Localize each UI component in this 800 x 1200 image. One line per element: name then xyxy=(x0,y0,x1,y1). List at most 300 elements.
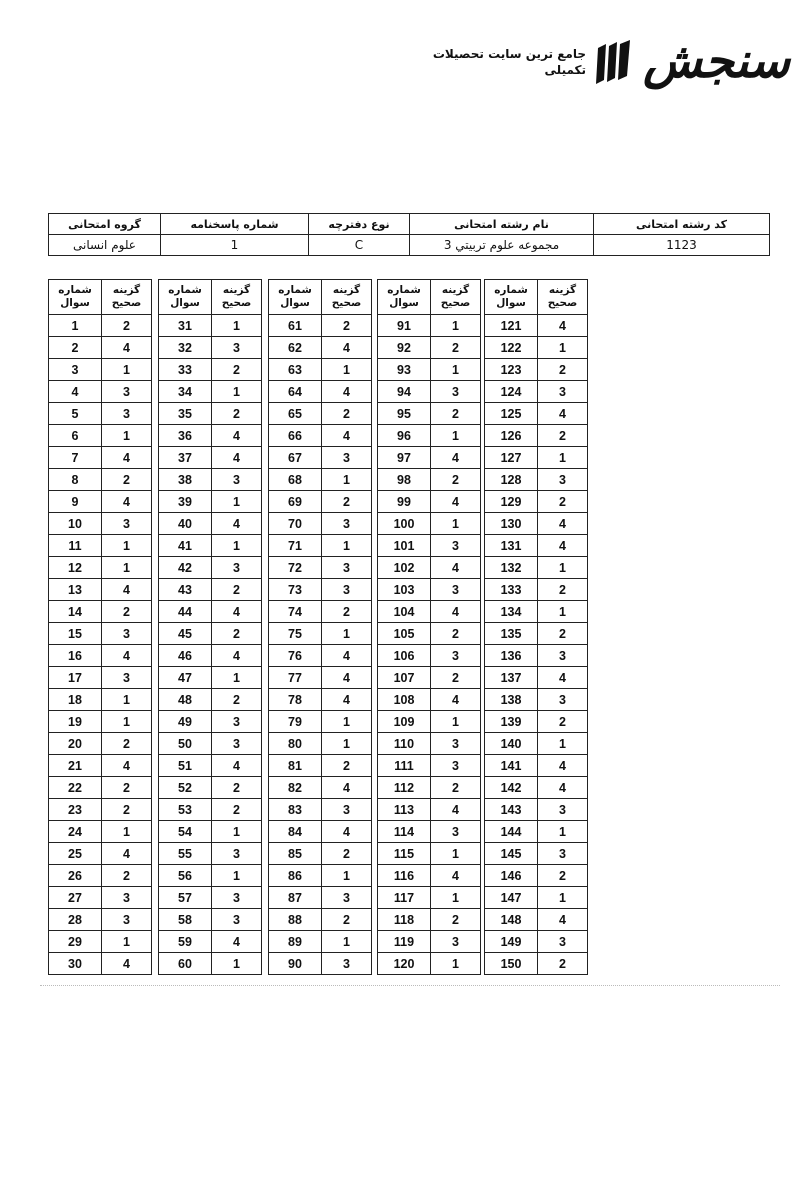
answer-row xyxy=(269,645,372,667)
correct-option: 4 xyxy=(538,513,588,535)
answer-block-header xyxy=(485,280,588,315)
answer-row xyxy=(49,689,152,711)
answer-row xyxy=(159,821,262,843)
answer-row xyxy=(269,667,372,689)
question-number: 145 xyxy=(485,843,538,865)
answer-row xyxy=(378,601,481,623)
question-number-header: شماره سوال xyxy=(159,280,212,315)
question-number: 116 xyxy=(378,865,431,887)
answer-row xyxy=(485,601,588,623)
question-number: 39 xyxy=(159,491,212,513)
answer-row xyxy=(485,315,588,337)
answer-row xyxy=(159,667,262,689)
answer-row xyxy=(378,315,481,337)
question-number: 53 xyxy=(159,799,212,821)
answer-row xyxy=(159,645,262,667)
answer-row xyxy=(159,755,262,777)
answer-row xyxy=(378,821,481,843)
question-number: 88 xyxy=(269,909,322,931)
question-number: 1 xyxy=(49,315,102,337)
answer-row xyxy=(159,931,262,953)
correct-option: 2 xyxy=(322,491,372,513)
question-number: 136 xyxy=(485,645,538,667)
question-number: 44 xyxy=(159,601,212,623)
question-number: 137 xyxy=(485,667,538,689)
answer-row xyxy=(49,513,152,535)
question-number: 91 xyxy=(378,315,431,337)
correct-option: 2 xyxy=(322,909,372,931)
answer-row xyxy=(159,447,262,469)
question-number: 150 xyxy=(485,953,538,975)
correct-option: 3 xyxy=(538,931,588,953)
question-number: 144 xyxy=(485,821,538,843)
correct-option: 2 xyxy=(431,469,481,491)
answer-row xyxy=(269,601,372,623)
answer-row xyxy=(49,557,152,579)
correct-option: 4 xyxy=(322,689,372,711)
question-number: 135 xyxy=(485,623,538,645)
question-number: 82 xyxy=(269,777,322,799)
question-number: 75 xyxy=(269,623,322,645)
answer-row xyxy=(378,667,481,689)
correct-option: 2 xyxy=(102,777,152,799)
answer-row xyxy=(159,799,262,821)
question-number: 84 xyxy=(269,821,322,843)
question-number: 21 xyxy=(49,755,102,777)
answer-row xyxy=(485,513,588,535)
answer-row xyxy=(49,755,152,777)
answer-block-header xyxy=(49,280,152,315)
correct-option: 3 xyxy=(431,733,481,755)
correct-option: 4 xyxy=(102,491,152,513)
question-number: 19 xyxy=(49,711,102,733)
question-number: 40 xyxy=(159,513,212,535)
answer-row xyxy=(159,535,262,557)
correct-option: 3 xyxy=(538,645,588,667)
question-number: 117 xyxy=(378,887,431,909)
correct-option: 2 xyxy=(322,755,372,777)
question-number: 35 xyxy=(159,403,212,425)
correct-option: 3 xyxy=(102,513,152,535)
correct-option: 1 xyxy=(431,513,481,535)
question-number: 110 xyxy=(378,733,431,755)
answer-row xyxy=(269,491,372,513)
correct-option: 1 xyxy=(431,843,481,865)
answer-row xyxy=(269,337,372,359)
question-number: 55 xyxy=(159,843,212,865)
correct-option: 3 xyxy=(538,469,588,491)
question-number: 20 xyxy=(49,733,102,755)
correct-option: 3 xyxy=(212,733,262,755)
answer-row xyxy=(269,535,372,557)
correct-option: 3 xyxy=(102,381,152,403)
question-number: 70 xyxy=(269,513,322,535)
question-number: 111 xyxy=(378,755,431,777)
answer-row xyxy=(159,601,262,623)
answer-row xyxy=(485,491,588,513)
question-number: 140 xyxy=(485,733,538,755)
answer-row xyxy=(485,469,588,491)
correct-option: 4 xyxy=(538,755,588,777)
answer-row xyxy=(485,733,588,755)
question-number: 3 xyxy=(49,359,102,381)
question-number: 11 xyxy=(49,535,102,557)
correct-option: 1 xyxy=(538,337,588,359)
question-number: 99 xyxy=(378,491,431,513)
question-number: 14 xyxy=(49,601,102,623)
answer-row xyxy=(49,711,152,733)
correct-option: 1 xyxy=(102,821,152,843)
question-number: 106 xyxy=(378,645,431,667)
question-number: 97 xyxy=(378,447,431,469)
correct-option: 2 xyxy=(102,469,152,491)
question-number: 42 xyxy=(159,557,212,579)
question-number: 128 xyxy=(485,469,538,491)
correct-option: 3 xyxy=(322,887,372,909)
correct-option: 2 xyxy=(212,799,262,821)
correct-option: 4 xyxy=(538,777,588,799)
correct-option: 3 xyxy=(322,513,372,535)
question-number: 66 xyxy=(269,425,322,447)
question-number: 25 xyxy=(49,843,102,865)
correct-option: 2 xyxy=(212,623,262,645)
correct-option: 1 xyxy=(102,359,152,381)
question-number: 114 xyxy=(378,821,431,843)
answer-row xyxy=(159,359,262,381)
answer-row xyxy=(159,777,262,799)
question-number: 63 xyxy=(269,359,322,381)
correct-option: 4 xyxy=(212,931,262,953)
correct-option: 1 xyxy=(431,953,481,975)
answer-row xyxy=(485,821,588,843)
correct-option: 1 xyxy=(212,315,262,337)
answer-row xyxy=(269,843,372,865)
question-number: 5 xyxy=(49,403,102,425)
answer-row xyxy=(485,403,588,425)
correct-option: 4 xyxy=(431,447,481,469)
answer-row xyxy=(378,623,481,645)
correct-option: 4 xyxy=(322,821,372,843)
correct-option: 4 xyxy=(102,755,152,777)
answer-row xyxy=(485,535,588,557)
answer-row xyxy=(485,865,588,887)
answer-row xyxy=(49,909,152,931)
correct-option: 1 xyxy=(102,711,152,733)
correct-option: 4 xyxy=(322,777,372,799)
exam-field-header: نام رشته امتحانی xyxy=(410,214,594,235)
correct-option: 3 xyxy=(431,579,481,601)
answer-sheet-number-header: شماره پاسخنامه xyxy=(161,214,309,235)
correct-option: 1 xyxy=(431,887,481,909)
correct-option: 2 xyxy=(212,579,262,601)
question-number: 50 xyxy=(159,733,212,755)
question-number: 9 xyxy=(49,491,102,513)
question-number: 115 xyxy=(378,843,431,865)
answer-row xyxy=(378,777,481,799)
correct-option-header: گزینه صحیح xyxy=(538,280,588,315)
question-number: 129 xyxy=(485,491,538,513)
answer-block-header xyxy=(159,280,262,315)
question-number: 49 xyxy=(159,711,212,733)
answer-row xyxy=(49,799,152,821)
question-number: 87 xyxy=(269,887,322,909)
answer-row xyxy=(49,601,152,623)
answer-row xyxy=(159,711,262,733)
correct-option: 2 xyxy=(431,623,481,645)
correct-option: 1 xyxy=(212,821,262,843)
question-number: 29 xyxy=(49,931,102,953)
correct-option: 2 xyxy=(212,359,262,381)
question-number: 73 xyxy=(269,579,322,601)
correct-option: 3 xyxy=(431,645,481,667)
answer-row xyxy=(49,381,152,403)
answer-row xyxy=(485,799,588,821)
question-number: 65 xyxy=(269,403,322,425)
correct-option: 3 xyxy=(538,689,588,711)
question-number: 146 xyxy=(485,865,538,887)
correct-option: 4 xyxy=(212,513,262,535)
question-number: 118 xyxy=(378,909,431,931)
answer-row xyxy=(159,623,262,645)
answer-row xyxy=(378,865,481,887)
correct-option: 4 xyxy=(431,491,481,513)
correct-option: 4 xyxy=(212,425,262,447)
answer-row xyxy=(159,865,262,887)
answer-row xyxy=(485,623,588,645)
question-number: 101 xyxy=(378,535,431,557)
correct-option: 3 xyxy=(322,579,372,601)
correct-option: 1 xyxy=(538,447,588,469)
question-number: 149 xyxy=(485,931,538,953)
answer-row xyxy=(159,557,262,579)
question-number: 100 xyxy=(378,513,431,535)
correct-option: 4 xyxy=(102,953,152,975)
answer-row xyxy=(485,645,588,667)
correct-option: 1 xyxy=(538,557,588,579)
answer-row xyxy=(49,821,152,843)
answer-row xyxy=(378,359,481,381)
question-number: 57 xyxy=(159,887,212,909)
answer-row xyxy=(378,381,481,403)
question-number: 104 xyxy=(378,601,431,623)
question-number: 96 xyxy=(378,425,431,447)
exam-group-value: علوم انسانی xyxy=(49,235,161,256)
correct-option: 1 xyxy=(212,381,262,403)
answer-row xyxy=(159,953,262,975)
question-number: 80 xyxy=(269,733,322,755)
question-number: 7 xyxy=(49,447,102,469)
correct-option: 2 xyxy=(538,711,588,733)
correct-option: 4 xyxy=(431,601,481,623)
answer-row xyxy=(378,931,481,953)
correct-option: 3 xyxy=(212,909,262,931)
question-number: 108 xyxy=(378,689,431,711)
correct-option: 1 xyxy=(538,887,588,909)
answer-row xyxy=(269,513,372,535)
correct-option: 3 xyxy=(102,623,152,645)
exam-info-value-row xyxy=(49,235,770,256)
question-number: 86 xyxy=(269,865,322,887)
question-number: 139 xyxy=(485,711,538,733)
correct-option: 1 xyxy=(102,535,152,557)
correct-option: 2 xyxy=(322,843,372,865)
question-number: 138 xyxy=(485,689,538,711)
correct-option: 4 xyxy=(102,843,152,865)
question-number: 36 xyxy=(159,425,212,447)
answer-row xyxy=(49,491,152,513)
correct-option-header: گزینه صحیح xyxy=(322,280,372,315)
question-number: 107 xyxy=(378,667,431,689)
question-number: 64 xyxy=(269,381,322,403)
question-number: 93 xyxy=(378,359,431,381)
correct-option: 4 xyxy=(538,535,588,557)
answer-block xyxy=(268,279,372,975)
question-number: 56 xyxy=(159,865,212,887)
correct-option: 3 xyxy=(212,887,262,909)
answer-row xyxy=(485,425,588,447)
answer-row xyxy=(378,711,481,733)
answer-row xyxy=(378,513,481,535)
answer-row xyxy=(485,755,588,777)
question-number: 130 xyxy=(485,513,538,535)
correct-option: 4 xyxy=(538,667,588,689)
exam-info-header-row xyxy=(49,214,770,235)
correct-option-header: گزینه صحیح xyxy=(102,280,152,315)
correct-option-header: گزینه صحیح xyxy=(212,280,262,315)
question-number: 34 xyxy=(159,381,212,403)
answer-row xyxy=(159,491,262,513)
correct-option: 1 xyxy=(102,931,152,953)
question-number: 132 xyxy=(485,557,538,579)
question-number: 10 xyxy=(49,513,102,535)
answer-row xyxy=(49,425,152,447)
answer-row xyxy=(269,821,372,843)
question-number: 54 xyxy=(159,821,212,843)
correct-option: 3 xyxy=(322,557,372,579)
correct-option: 1 xyxy=(322,535,372,557)
answer-row xyxy=(159,337,262,359)
answer-row xyxy=(269,381,372,403)
answer-row xyxy=(159,403,262,425)
exam-field-value: مجموعه علوم تربيتي 3 xyxy=(410,235,594,256)
answer-row xyxy=(159,513,262,535)
question-number: 105 xyxy=(378,623,431,645)
correct-option: 1 xyxy=(102,689,152,711)
question-number: 28 xyxy=(49,909,102,931)
question-number: 16 xyxy=(49,645,102,667)
correct-option: 4 xyxy=(538,403,588,425)
correct-option: 2 xyxy=(431,337,481,359)
question-number: 58 xyxy=(159,909,212,931)
answer-row xyxy=(49,843,152,865)
correct-option: 4 xyxy=(212,601,262,623)
correct-option: 2 xyxy=(102,799,152,821)
correct-option: 1 xyxy=(322,359,372,381)
answer-row xyxy=(49,887,152,909)
correct-option: 1 xyxy=(212,953,262,975)
answer-row xyxy=(49,535,152,557)
answer-row xyxy=(49,337,152,359)
book-logo-icon xyxy=(596,40,632,86)
correct-option: 2 xyxy=(212,777,262,799)
answer-row xyxy=(269,865,372,887)
correct-option: 3 xyxy=(431,381,481,403)
question-number: 95 xyxy=(378,403,431,425)
correct-option: 4 xyxy=(102,337,152,359)
answer-row xyxy=(485,667,588,689)
correct-option: 1 xyxy=(212,865,262,887)
correct-option: 3 xyxy=(212,711,262,733)
question-number: 126 xyxy=(485,425,538,447)
question-number: 12 xyxy=(49,557,102,579)
correct-option: 1 xyxy=(212,491,262,513)
correct-option: 2 xyxy=(538,425,588,447)
answer-row xyxy=(378,337,481,359)
question-number: 61 xyxy=(269,315,322,337)
question-number: 41 xyxy=(159,535,212,557)
answer-row xyxy=(485,711,588,733)
correct-option: 2 xyxy=(538,491,588,513)
correct-option: 3 xyxy=(102,887,152,909)
correct-option: 4 xyxy=(102,579,152,601)
answer-row xyxy=(159,843,262,865)
correct-option: 3 xyxy=(322,953,372,975)
answer-row xyxy=(49,645,152,667)
answer-row xyxy=(269,689,372,711)
correct-option: 2 xyxy=(538,359,588,381)
exam-info-table xyxy=(48,213,770,256)
correct-option: 2 xyxy=(538,865,588,887)
correct-option: 2 xyxy=(212,403,262,425)
question-number: 121 xyxy=(485,315,538,337)
answer-row xyxy=(159,469,262,491)
question-number: 122 xyxy=(485,337,538,359)
question-number: 59 xyxy=(159,931,212,953)
correct-option: 3 xyxy=(538,843,588,865)
question-number: 30 xyxy=(49,953,102,975)
question-number: 52 xyxy=(159,777,212,799)
question-number: 45 xyxy=(159,623,212,645)
booklet-type-header: نوع دفترچه xyxy=(309,214,410,235)
question-number: 68 xyxy=(269,469,322,491)
question-number: 26 xyxy=(49,865,102,887)
correct-option: 1 xyxy=(538,821,588,843)
correct-option: 2 xyxy=(431,403,481,425)
correct-option: 4 xyxy=(212,645,262,667)
question-number: 90 xyxy=(269,953,322,975)
question-number: 47 xyxy=(159,667,212,689)
correct-option: 1 xyxy=(431,359,481,381)
question-number: 23 xyxy=(49,799,102,821)
question-number: 17 xyxy=(49,667,102,689)
answer-row xyxy=(159,315,262,337)
answer-row xyxy=(378,579,481,601)
question-number: 71 xyxy=(269,535,322,557)
answer-row xyxy=(485,359,588,381)
answer-row xyxy=(269,711,372,733)
correct-option: 3 xyxy=(102,667,152,689)
answer-row xyxy=(378,799,481,821)
question-number-header: شماره سوال xyxy=(49,280,102,315)
question-number: 119 xyxy=(378,931,431,953)
answer-row xyxy=(378,469,481,491)
answer-row xyxy=(485,777,588,799)
answer-row xyxy=(485,953,588,975)
question-number: 89 xyxy=(269,931,322,953)
question-number: 2 xyxy=(49,337,102,359)
correct-option: 2 xyxy=(322,601,372,623)
correct-option: 2 xyxy=(102,733,152,755)
